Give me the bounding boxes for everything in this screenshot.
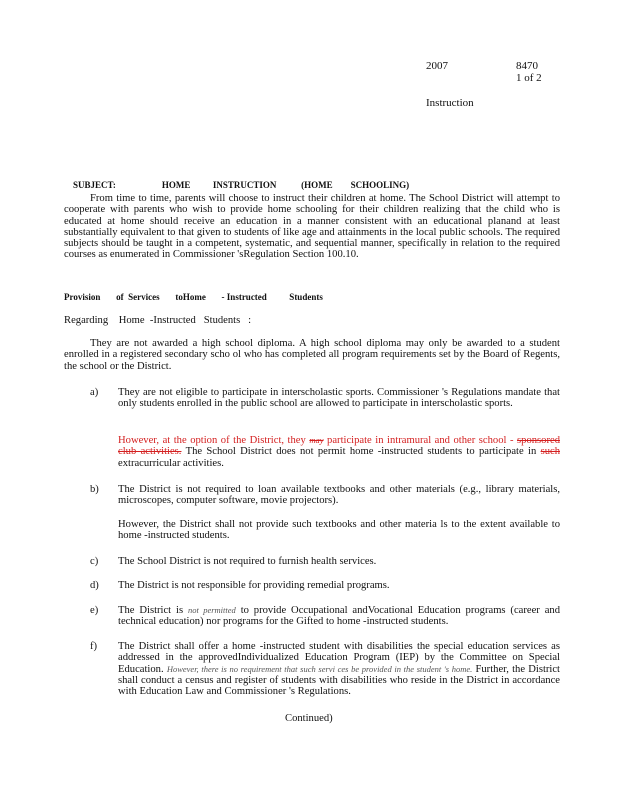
subject-title: HOME INSTRUCTION (HOME SCHOOLING) bbox=[161, 180, 410, 190]
header-policy-number: 8470 bbox=[516, 60, 538, 72]
intro-paragraph: From time to time, parents will choose to instruct their children at home. The School District will attempt to cooperate with parents who wish to provide home schooling for their children realizing that the child who is educated at home should receive an education in a manner consistent with an educational planand at least substantially equivalent to that given to students of like age and attainments in the local public schools. The required subjects should be taught in a competent, systematic, and sequential manner, specifically in relation to the required courses as enumerated in Commissioner 'sRegulation Section 100.10. bbox=[64, 193, 560, 261]
header-page-of: 1 of 2 bbox=[516, 72, 542, 84]
item-a-red-text-2: participate in intramural and other school - bbox=[327, 435, 514, 446]
item-a-such-strike: such bbox=[540, 446, 560, 458]
item-a-red-text-1: However, at the option of the District, they bbox=[118, 435, 306, 446]
item-e-pre: The District is bbox=[118, 605, 184, 616]
item-f-italic: However, there is no requirement that such servi ces be provided in the student 's home. bbox=[166, 663, 473, 674]
item-e-post: to provide Occupational andVocational Education programs (career and technical education) nor programs for the Gifted to home -instructed students. bbox=[118, 605, 561, 628]
item-f-text bbox=[118, 641, 560, 697]
item-f-label: f) bbox=[90, 641, 98, 652]
item-c-text: The School District is not required to furnish health services. bbox=[118, 556, 377, 567]
item-f-pre: The District shall offer a home -instructed student with disabilities the special education services as addressed in the approvedIndividualized Education Program (IEP) by the Committee on Special Education. bbox=[118, 641, 560, 675]
item-a-text: They are not eligible to participate in interscholastic sports. Commissioner 's Regulations mandate that only students enrolled in the public school are allowed to participate in interscholastic sports. bbox=[118, 387, 560, 410]
subject-label: SUBJECT: bbox=[73, 180, 116, 190]
item-a-label: a) bbox=[90, 387, 99, 398]
item-a-continuation: The School District does not permit home -instructed students to participate in bbox=[185, 446, 537, 458]
item-c-label: c) bbox=[90, 556, 99, 567]
item-d-text: The District is not responsible for providing remedial programs. bbox=[118, 580, 390, 591]
diploma-paragraph: They are not awarded a high school diploma. A high school diploma may only be awarded to a student enrolled in a registered secondary scho ol who has completed all program requirements set by the Board of Regents, the school or the District. bbox=[64, 338, 560, 372]
item-d-label: d) bbox=[90, 580, 99, 591]
item-a-amendment bbox=[118, 435, 560, 469]
item-b-text-2: However, the District shall not provide such textbooks and other materia ls to the extent available to home -instructed students. bbox=[118, 519, 560, 542]
item-e-not-permitted: not permitted bbox=[187, 605, 236, 615]
item-f-post: Further, the District shall conduct a census and register of students with disabilities who reside in the District in accordance with Education Law and Commissioner 's Regulations. bbox=[118, 663, 560, 698]
item-b-text: The District is not required to loan available textbooks and other materials (e.g., library materials, microscopes, computer software, movie projectors). bbox=[118, 484, 560, 507]
item-b-label: b) bbox=[90, 484, 99, 495]
header-year: 2007 bbox=[426, 60, 448, 72]
header-section: Instruction bbox=[426, 97, 474, 109]
continued-note: Continued) bbox=[285, 713, 333, 724]
item-a-may-strike: may bbox=[309, 435, 324, 445]
item-e-text bbox=[118, 605, 560, 628]
item-a-red-strike: sponsored club activities. bbox=[118, 435, 560, 458]
provision-heading: Provision of Services toHome - Instructed Students bbox=[64, 292, 323, 302]
regarding-line: Regarding Home -Instructed Students : bbox=[64, 315, 252, 326]
item-e-label: e) bbox=[90, 605, 99, 616]
item-a-extracurricular: extracurricular activities. bbox=[118, 457, 224, 469]
